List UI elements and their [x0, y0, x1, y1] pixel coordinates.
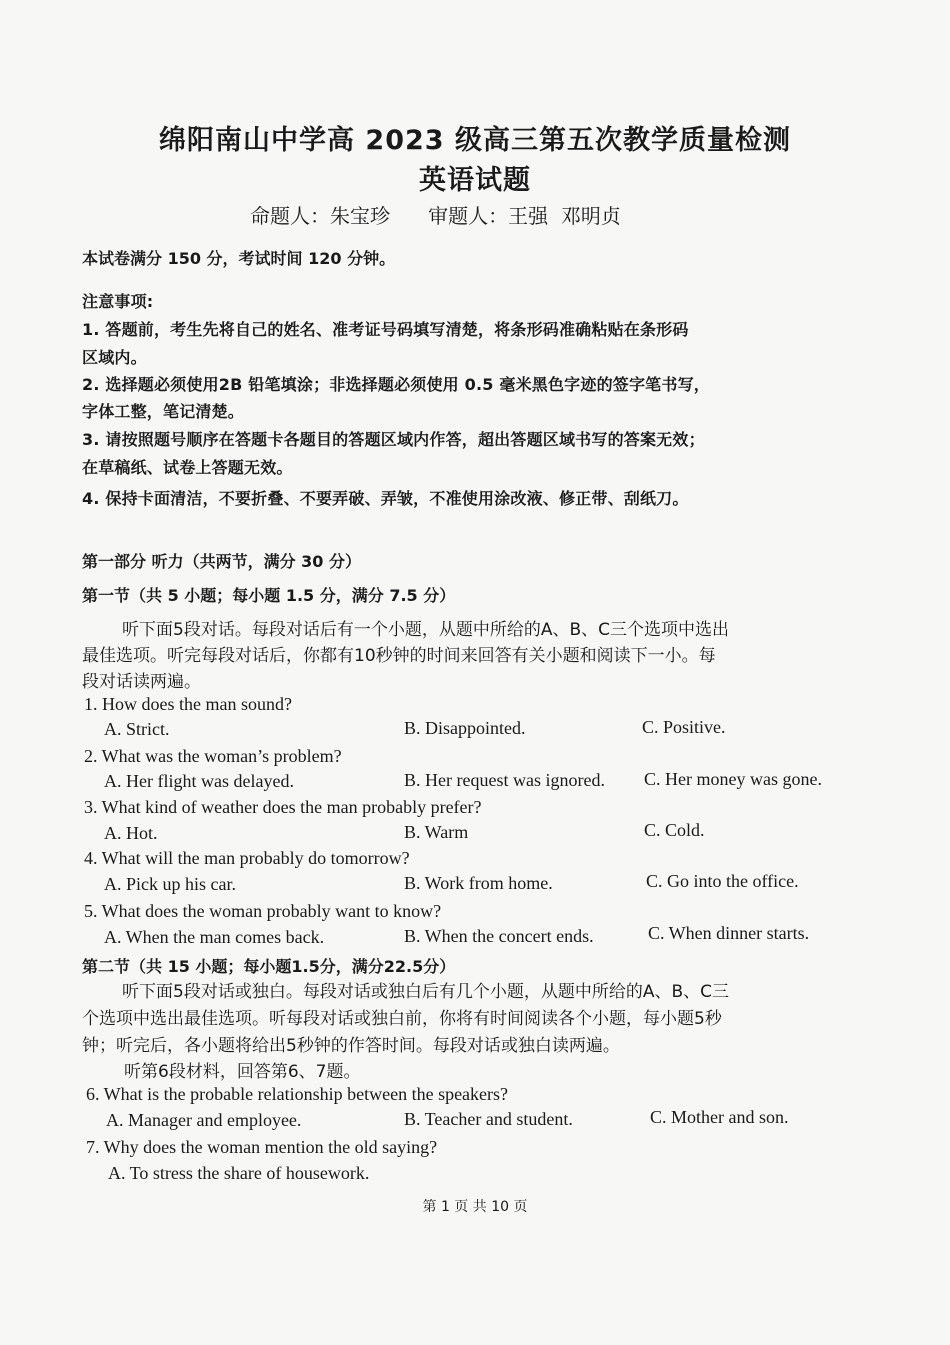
page-title: 绵阳南山中学高 2023 级高三第五次教学质量检测	[159, 125, 791, 156]
q4-option-a: A. Pick up his car.	[104, 874, 236, 894]
q7-option-a: A. To stress the share of housework.	[108, 1163, 370, 1183]
q1-option-c: C. Positive.	[642, 717, 726, 737]
authors-line: 命题人：朱宝珍 审题人：王强 邓明贞	[250, 204, 621, 228]
question-1: 1. How does the man sound?	[84, 694, 292, 714]
note-item-1-cont: 区域内。	[82, 348, 147, 367]
section2-instruction: 听下面5段对话或独白。每段对话或独白后有几个小题，从题中所给的A、B、C三	[122, 982, 729, 1002]
note-item-2: 2. 选择题必须使用2B 铅笔填涂；非选择题必须使用 0.5 毫米黑色字迹的签字笔书写，	[82, 375, 710, 394]
q3-option-b: B. Warm	[404, 822, 469, 842]
q2-option-b: B. Her request was ignored.	[404, 770, 605, 790]
notes-heading: 注意事项:	[82, 292, 154, 311]
note-item-1: 1. 答题前，考生先将自己的姓名、准考证号码填写清楚，将条形码准确粘贴在条形码	[82, 320, 689, 339]
show-through-text	[140, 98, 144, 116]
question-7: 7. Why does the woman mention the old saying?	[86, 1137, 438, 1157]
q4-option-c: C. Go into the office.	[646, 871, 799, 891]
question-3: 3. What kind of weather does the man probably prefer?	[84, 797, 482, 817]
section1-instruction: 听下面5段对话。每段对话后有一个小题，从题中所给的A、B、C三个选项中选出	[122, 620, 729, 640]
question-5: 5. What does the woman probably want to know?	[84, 901, 442, 921]
q2-option-a: A. Her flight was delayed.	[104, 771, 294, 791]
q1-option-a: A. Strict.	[104, 719, 170, 739]
section2-heading: 第二节（共 15 小题；每小题1.5分，满分22.5分）	[82, 957, 456, 976]
exam-info: 本试卷满分 150 分，考试时间 120 分钟。	[82, 249, 396, 268]
section2-instruction-end: 钟；听完后，各小题将给出5秒钟的作答时间。每段对话或独白读两遍。	[82, 1036, 620, 1056]
q5-option-c: C. When dinner starts.	[648, 923, 810, 943]
q6-option-a: A. Manager and employee.	[106, 1110, 302, 1130]
question-4: 4. What will the man probably do tomorrow?	[84, 848, 410, 868]
part1-heading: 第一部分 听力（共两节，满分 30 分）	[82, 552, 361, 571]
q5-option-b: B. When the concert ends.	[404, 926, 594, 946]
q3-option-c: C. Cold.	[644, 820, 705, 840]
note-item-2-cont: 字体工整，笔记清楚。	[82, 402, 245, 421]
section2-instruction-cont: 个选项中选出最佳选项。听每段对话或独白前，你将有时间阅读各个小题，每小题5秒	[82, 1009, 722, 1029]
section1-instruction-cont: 最佳选项。听完每段对话后，你都有10秒钟的时间来回答有关小题和阅读下一小。每	[82, 646, 716, 666]
question-2: 2. What was the woman’s problem?	[84, 746, 342, 766]
page-footer: 第 1 页 共 10 页	[422, 1199, 528, 1215]
q4-option-b: B. Work from home.	[404, 873, 553, 893]
q6-option-b: B. Teacher and student.	[404, 1109, 573, 1129]
q6-option-c: C. Mother and son.	[650, 1107, 789, 1127]
page-subtitle: 英语试题	[419, 165, 531, 196]
note-item-3: 3. 请按照题号顺序在答题卡各题目的答题区域内作答，超出答题区域书写的答案无效；	[82, 430, 705, 449]
section1-instruction-end: 段对话读两遍。	[82, 672, 201, 692]
material-6-label: 听第6段材料，回答第6、7题。	[124, 1062, 361, 1082]
q1-option-b: B. Disappointed.	[404, 718, 526, 738]
section1-heading: 第一节（共 5 小题；每小题 1.5 分，满分 7.5 分）	[82, 586, 456, 605]
q3-option-a: A. Hot.	[104, 823, 158, 843]
q2-option-c: C. Her money was gone.	[644, 769, 822, 789]
note-item-3-cont: 在草稿纸、试卷上答题无效。	[82, 458, 293, 477]
note-item-4: 4. 保持卡面清洁，不要折叠、不要弄破、弄皱，不准使用涂改液、修正带、刮纸刀。	[82, 489, 689, 508]
question-6: 6. What is the probable relationship between the speakers?	[86, 1084, 509, 1104]
q5-option-a: A. When the man comes back.	[104, 927, 325, 947]
